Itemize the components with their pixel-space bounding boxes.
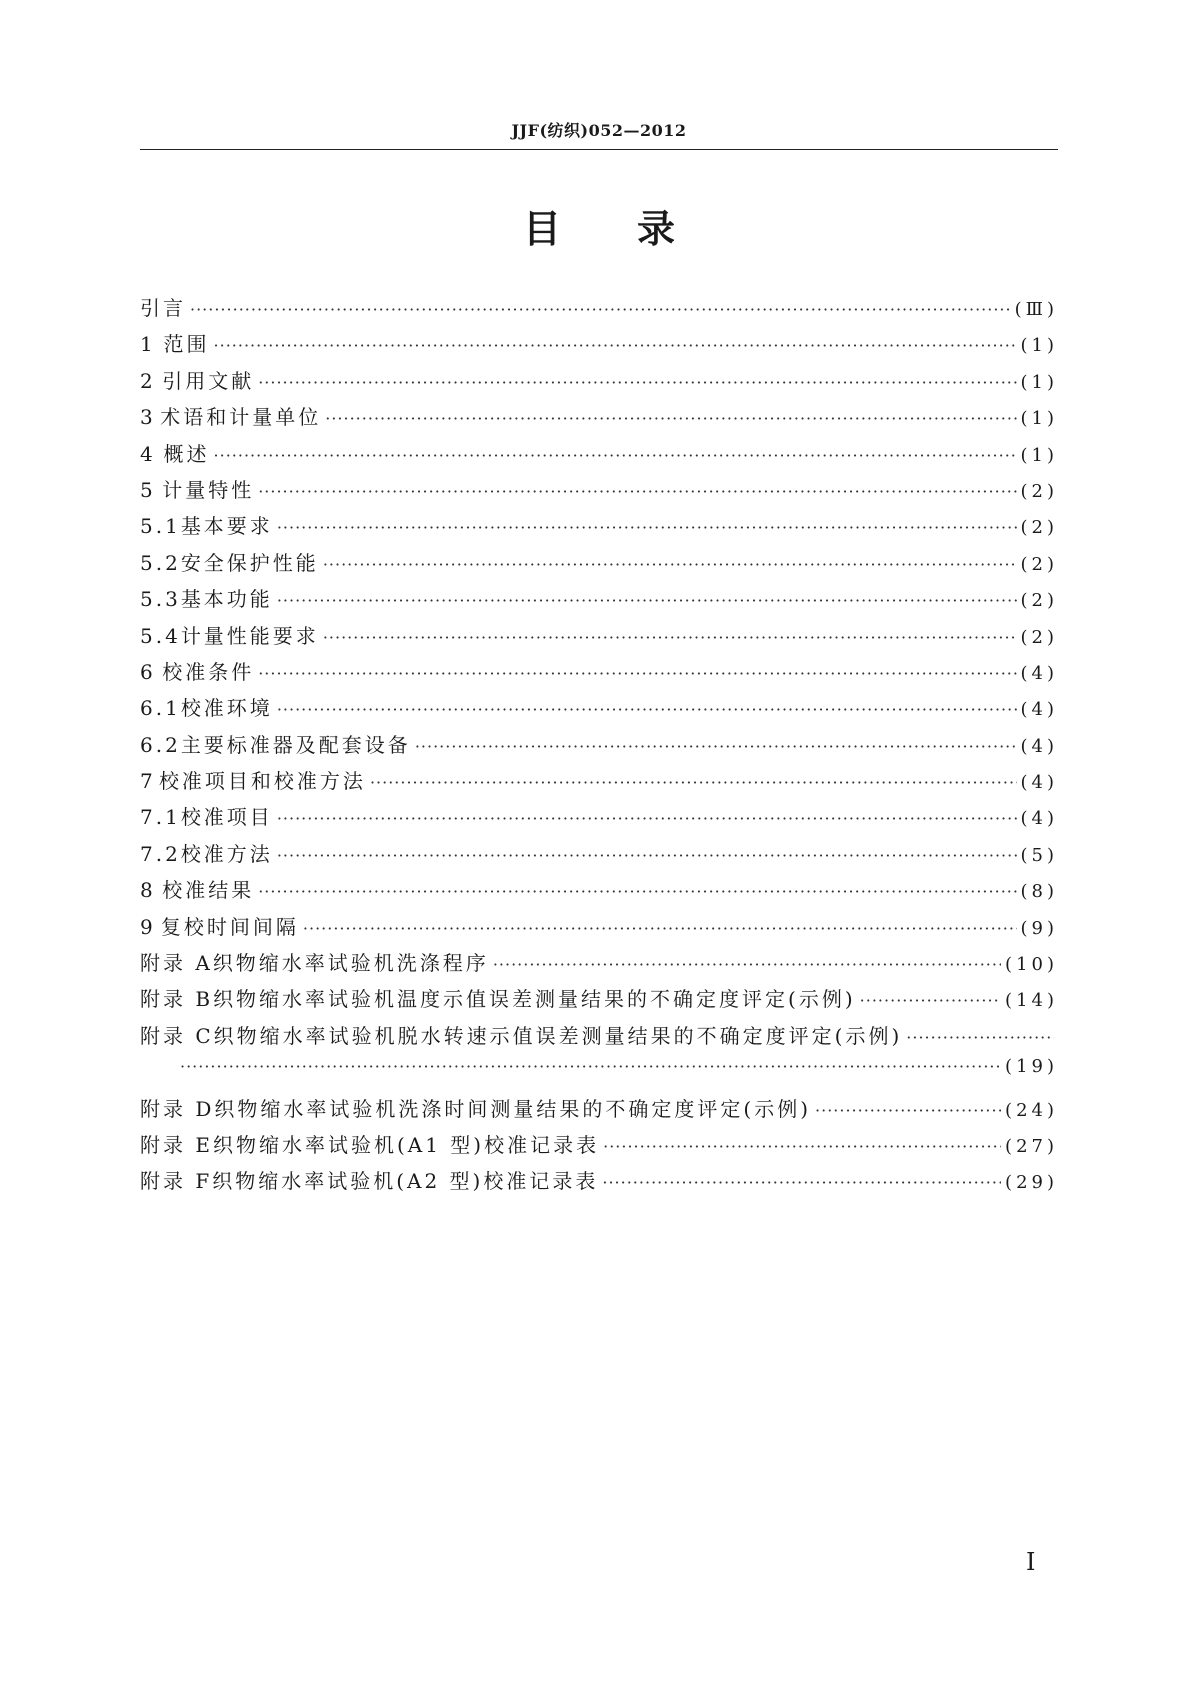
toc-label: 主要标准器及配套设备 — [180, 732, 411, 757]
toc-label: 基本要求 — [180, 514, 273, 539]
dot-leader — [258, 882, 1016, 901]
toc-entry-appendix-e[interactable] — [140, 1129, 1058, 1165]
dot-leader — [323, 628, 1017, 647]
toc-entry-foreword[interactable] — [140, 292, 1058, 328]
toc-label: 复校时间间隔 — [160, 914, 299, 939]
toc-label: 校准结果 — [162, 878, 255, 903]
toc-page: (1) — [1020, 335, 1058, 357]
dot-leader — [277, 809, 1017, 828]
toc-number: 6 — [140, 659, 156, 684]
toc-label: 计量特性 — [162, 477, 255, 502]
toc-page: (2) — [1020, 517, 1058, 539]
toc-entry-appendix-c-continued[interactable] — [140, 1056, 1058, 1092]
toc-label: 织物缩水率试验机洗涤时间测量结果的不确定度评定(示例) — [214, 1096, 812, 1121]
toc-number: 附录 E — [140, 1132, 213, 1157]
toc-page: (Ⅲ) — [1014, 299, 1058, 320]
toc-label: 引言 — [140, 296, 186, 320]
toc-page: (8) — [1020, 881, 1058, 903]
toc-number: 3 — [140, 405, 156, 430]
toc-page: (5) — [1020, 844, 1058, 866]
dot-leader — [602, 1173, 1001, 1192]
toc-entry-appendix-d[interactable] — [140, 1093, 1058, 1129]
dot-leader — [303, 919, 1017, 938]
toc-entry-9[interactable] — [140, 911, 1058, 947]
toc-entry-5-1[interactable] — [140, 510, 1058, 546]
toc-number: 5.2 — [140, 550, 181, 575]
toc-label: 概述 — [163, 441, 210, 466]
dot-leader — [860, 991, 1001, 1010]
toc-page: (14) — [1005, 990, 1058, 1012]
toc-number: 附录 C — [140, 1023, 214, 1048]
toc-number: 1 — [140, 332, 156, 357]
toc-page: (2) — [1020, 553, 1058, 575]
toc-label: 基本功能 — [180, 587, 273, 612]
toc-entry-5-3[interactable] — [140, 583, 1058, 619]
toc-label: 校准项目和校准方法 — [158, 769, 366, 794]
toc-number: 附录 F — [140, 1169, 213, 1194]
dot-leader — [815, 1101, 1001, 1120]
toc-label: 校准条件 — [162, 659, 255, 684]
toc-number: 4 — [140, 441, 156, 466]
toc-label: 校准项目 — [180, 805, 273, 830]
dot-leader — [190, 300, 1011, 319]
toc-label: 校准方法 — [180, 841, 273, 866]
toc-label: 范围 — [163, 332, 210, 357]
toc-entry-5-4[interactable] — [140, 620, 1058, 656]
toc-entry-7-1[interactable] — [140, 801, 1058, 837]
toc-label: 校准环境 — [180, 696, 273, 721]
toc-page: (1) — [1020, 408, 1058, 430]
toc-entry-7-2[interactable] — [140, 838, 1058, 874]
toc-number: 5.1 — [140, 514, 181, 539]
toc-entry-appendix-a[interactable] — [140, 947, 1058, 983]
dot-leader — [370, 773, 1017, 792]
toc-label: 术语和计量单位 — [160, 405, 322, 430]
toc-number: 附录 A — [140, 951, 213, 976]
document-code-header: JJF(纺织)052—2012 — [511, 121, 687, 140]
toc-page: (4) — [1020, 808, 1058, 830]
toc-label: 织物缩水率试验机脱水转速示值误差测量结果的不确定度评定(示例) — [213, 1023, 903, 1048]
toc-label: 织物缩水率试验机(A1 型)校准记录表 — [212, 1132, 600, 1157]
toc-entry-appendix-c[interactable] — [140, 1020, 1058, 1056]
page-number: Ⅰ — [1026, 1548, 1036, 1576]
dot-leader — [323, 555, 1017, 574]
toc-label: 安全保护性能 — [180, 550, 319, 575]
toc-entry-6-1[interactable] — [140, 692, 1058, 728]
dot-leader — [180, 1057, 1001, 1076]
dot-leader — [277, 591, 1017, 610]
toc-number: 2 — [140, 368, 156, 393]
toc-number: 6.2 — [140, 732, 181, 757]
toc-number: 5.4 — [140, 623, 181, 648]
toc-number: 7.1 — [140, 805, 181, 830]
toc-page: (19) — [1005, 1056, 1058, 1078]
toc-entry-3[interactable] — [140, 401, 1058, 437]
toc-page: (24) — [1005, 1099, 1058, 1121]
toc-entry-appendix-b[interactable] — [140, 983, 1058, 1019]
page-title — [140, 204, 1058, 254]
toc-label: 织物缩水率试验机洗涤程序 — [212, 951, 489, 976]
title-char-1: 目 — [522, 207, 561, 251]
dot-leader — [603, 1137, 1001, 1156]
dot-leader — [258, 664, 1016, 683]
toc-number: 8 — [140, 878, 156, 903]
toc-entry-5-2[interactable] — [140, 547, 1058, 583]
toc-page: (10) — [1005, 954, 1058, 976]
toc-page: (2) — [1020, 626, 1058, 648]
toc-label: 引用文献 — [162, 368, 255, 393]
toc-page: (29) — [1005, 1172, 1058, 1194]
toc-page: (2) — [1020, 480, 1058, 502]
toc-number: 7.2 — [140, 841, 181, 866]
toc-page: (4) — [1020, 735, 1058, 757]
toc-number: 附录 D — [140, 1096, 215, 1121]
toc-page: (1) — [1020, 371, 1058, 393]
header-rule — [140, 149, 1058, 150]
toc-number: 9 — [140, 914, 156, 939]
toc-label: 织物缩水率试验机(A2 型)校准记录表 — [212, 1169, 599, 1194]
toc-number: 附录 B — [140, 987, 214, 1012]
dot-leader — [277, 518, 1017, 537]
table-of-contents — [140, 292, 1058, 1202]
toc-number: 7 — [140, 769, 156, 794]
toc-page: (9) — [1020, 917, 1058, 939]
dot-leader — [214, 446, 1017, 465]
dot-leader — [214, 336, 1017, 355]
toc-page: (4) — [1020, 699, 1058, 721]
toc-entry-appendix-f[interactable] — [140, 1165, 1058, 1201]
dot-leader — [906, 1028, 1054, 1047]
toc-entry-6[interactable] — [140, 656, 1058, 692]
dot-leader — [277, 700, 1017, 719]
dot-leader — [277, 846, 1017, 865]
dot-leader — [325, 409, 1016, 428]
toc-number: 5 — [140, 477, 156, 502]
toc-page: (2) — [1020, 590, 1058, 612]
toc-label: 计量性能要求 — [180, 623, 319, 648]
toc-entry-5[interactable] — [140, 474, 1058, 510]
toc-number: 5.3 — [140, 587, 181, 612]
toc-page: (27) — [1005, 1135, 1058, 1157]
toc-entry-7[interactable] — [140, 765, 1058, 801]
toc-page: (4) — [1020, 772, 1058, 794]
dot-leader — [493, 955, 1001, 974]
toc-label: 织物缩水率试验机温度示值误差测量结果的不确定度评定(示例) — [213, 987, 856, 1012]
toc-entry-6-2[interactable] — [140, 729, 1058, 765]
toc-page: (4) — [1020, 662, 1058, 684]
toc-entry-8[interactable] — [140, 874, 1058, 910]
toc-page: (1) — [1020, 444, 1058, 466]
toc-number: 6.1 — [140, 696, 181, 721]
dot-leader — [258, 482, 1016, 501]
dot-leader — [258, 373, 1016, 392]
dot-leader — [415, 737, 1017, 756]
toc-entry-1[interactable] — [140, 328, 1058, 364]
title-char-2: 录 — [637, 207, 676, 251]
toc-entry-4[interactable] — [140, 438, 1058, 474]
toc-entry-2[interactable] — [140, 365, 1058, 401]
